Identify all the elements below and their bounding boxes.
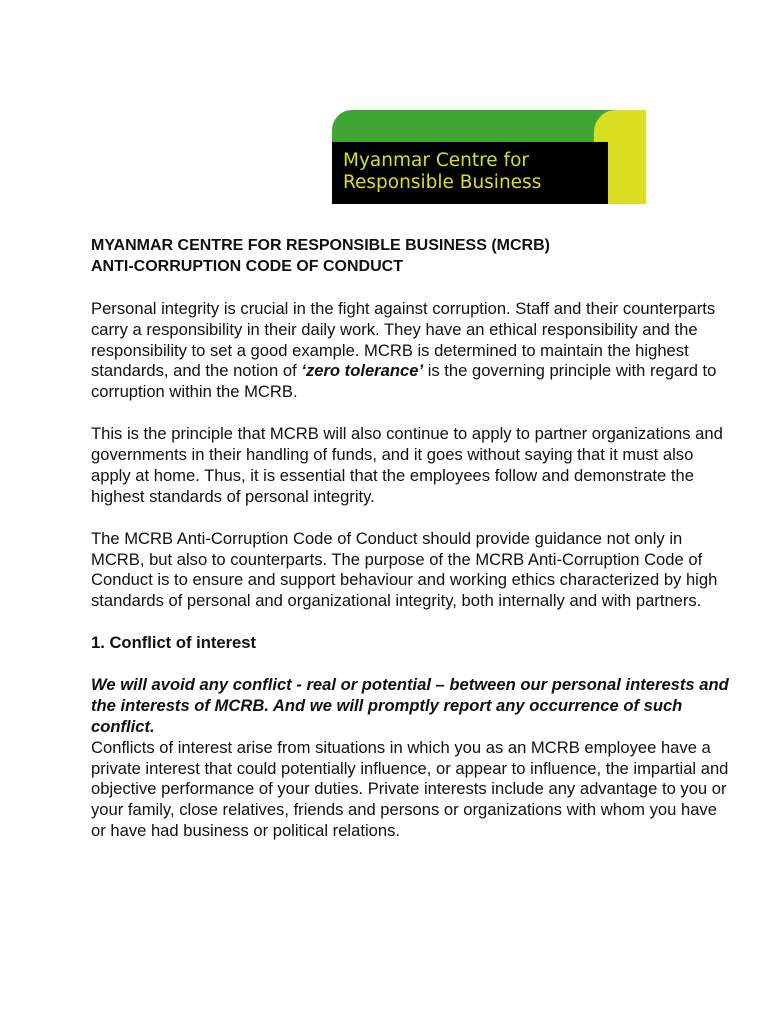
section-body: Conflicts of interest arise from situations in which you as an MCRB employee have a private interest that could potentially influence, or appear to influence, the impartial and objective performance of your duties. Private interests include any advantage to you or your family, close relatives, friends and persons or organizations with whom you have or have had business or political relations. bbox=[91, 737, 729, 841]
paragraph-intro-text-end: is the governing principle with regard to corruption within the MCRB. bbox=[91, 361, 717, 402]
zero-tolerance-emphasis: ‘zero tolerance’ bbox=[301, 361, 424, 381]
logo-line-2: Responsible Business bbox=[343, 172, 542, 193]
paragraph-purpose: The MCRB Anti-Corruption Code of Conduct should provide guidance not only in MCRB, but also to counterparts. The purpose of the MCRB Anti-Corruption Code of Conduct is to ensure and support behaviour and working ethics characterized by high standards of personal and organizational integrity, both internally and with partners. bbox=[91, 528, 718, 611]
heading-line-1: MYANMAR CENTRE FOR RESPONSIBLE BUSINESS (MCRB) bbox=[91, 237, 550, 254]
document-body bbox=[91, 236, 731, 863]
section-statement: We will avoid any conflict - real or potential – between our personal interests and the interests of MCRB. And we will promptly report any occurrence of such conflict. bbox=[91, 674, 729, 736]
section-title-conflict-of-interest: 1. Conflict of interest bbox=[91, 633, 257, 653]
logo-text bbox=[343, 150, 593, 194]
logo-dot bbox=[599, 169, 602, 172]
mcrb-logo bbox=[332, 110, 646, 204]
paragraph-intro bbox=[91, 299, 731, 404]
logo-line-1: Myanmar Centre for bbox=[343, 150, 529, 171]
paragraph-principle: This is the principle that MCRB will also continue to apply to partner organizations and governments in their handling of funds, and it goes without saying that it must also apply at home. Thus, it is essential that the employees follow and demonstrate the highest standards of personal integrity. bbox=[91, 424, 723, 506]
heading-line-2: ANTI-CORRUPTION CODE OF CONDUCT bbox=[91, 257, 403, 275]
paragraph-intro-text: Personal integrity is crucial in the fight against corruption. Staff and their counterparts carry a responsibility in their daily work. They have an ethical responsibility and the responsibility to set a good example. MCRB is determined to maintain the highest standards, and the notion of bbox=[91, 298, 716, 381]
document-heading bbox=[91, 236, 731, 278]
